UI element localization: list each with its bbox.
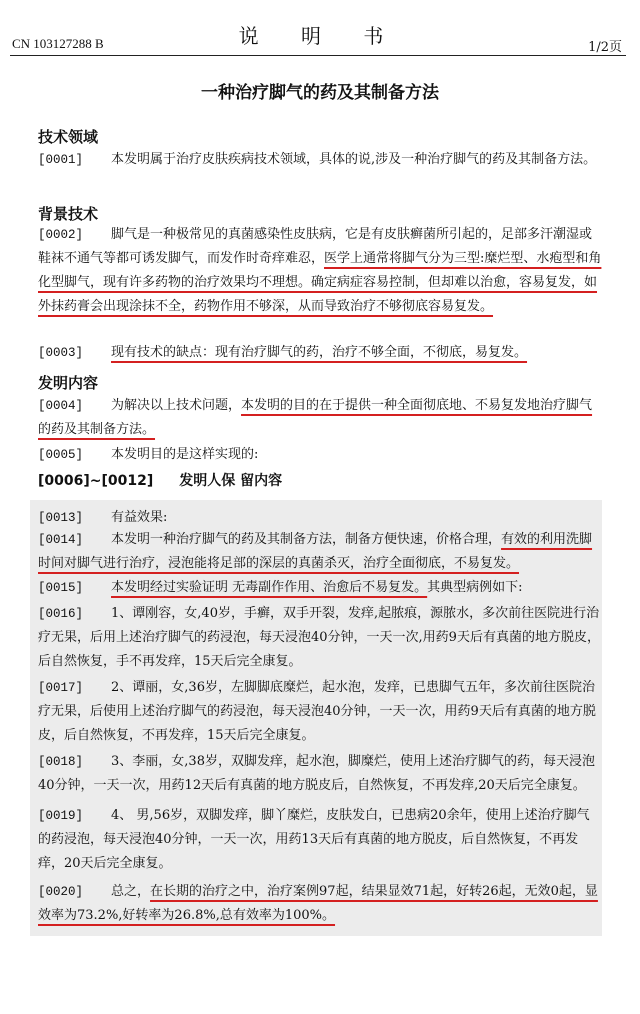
paragraph-text: 有益效果: — [111, 510, 168, 525]
paragraph-text: 脚气是一种极常见的真菌感染性皮肤病，它是有皮肤癣菌所引起的，足部多汗潮湿或鞋袜不通气等都可诱发脚气，而发作时奇痒难忍， — [38, 227, 593, 266]
patent-number: CN 103127288 B — [12, 36, 104, 51]
highlighted-text: 有效的利用洗脚时间对脚气进行治疗，浸泡能将足部的深层的真菌杀灭，治疗全面彻底，不易复发。 — [38, 532, 593, 571]
paragraph-0015 — [38, 576, 600, 600]
document-type-title: 说 明 书 — [238, 24, 402, 48]
paragraph-0020 — [38, 880, 600, 928]
paragraph-0005 — [38, 443, 602, 467]
section-heading-background: 背景技术 — [38, 205, 99, 223]
page-header — [0, 0, 640, 56]
section-heading-invention: 发明内容 — [38, 374, 99, 392]
paragraph-number: [0002] — [38, 228, 84, 242]
paragraph-0003 — [38, 341, 602, 365]
paragraph-0002 — [38, 223, 602, 319]
paragraph-text: 1、谭刚容，女,40岁，手癣，双手开裂，发痒,起脓痕，源脓水，多次前往医院进行治疗无果，后用上述治疗脚气的药浸泡，每天浸泡40分钟，一天一次,用药9天后有真菌的地方脱皮，后自然恢复，手不再发痒，15天后完全康复。 — [38, 606, 600, 669]
paragraph-0013 — [38, 506, 600, 530]
paragraph-number: [0014] — [38, 533, 84, 547]
paragraph-text: 本发明目的是这样实现的: — [111, 447, 259, 462]
paragraph-number: [0018] — [38, 755, 84, 769]
paragraph-number: [0003] — [38, 346, 84, 360]
highlighted-text: 本发明的目的在于提供一种全面彻底地、不易复发地治疗脚气的药及其制备方法。 — [38, 398, 593, 437]
paragraph-text: 2、谭丽，女,36岁，左脚脚底糜烂，起水泡，发痒，已患脚气五年，多次前往医院治疗无果，后使用上述治疗脚气的药浸泡，每天浸泡40分钟，一天一次，用药9天后有真菌的地方脱皮，后自然恢复，不再发痒，15天后完全康复。 — [38, 680, 596, 743]
paragraph-text: 为解决以上技术问题， — [111, 398, 242, 413]
paragraph-0016 — [38, 602, 600, 674]
section-heading-tech-field: 技术领域 — [38, 128, 99, 146]
paragraph-text: 本发明一种治疗脚气的药及其制备方法，制备方便快速，价格合理， — [111, 532, 502, 547]
paragraph-number: [0015] — [38, 581, 84, 595]
paragraph-text: 本发明属于治疗皮肤疾病技术领域，具体的说,涉及一种治疗脚气的药及其制备方法。 — [111, 152, 597, 167]
omitted-paragraphs-notice — [38, 470, 282, 490]
paragraph-number: [0017] — [38, 681, 84, 695]
highlighted-text: 本发明经过实验证明 无毒副作作用、治愈后不易复发。 — [111, 580, 428, 595]
paragraph-0004 — [38, 394, 602, 442]
highlighted-text: 现有技术的缺点：现有治疗脚气的药，治疗不够全面，不彻底，易复发。 — [111, 345, 528, 360]
paragraph-0014 — [38, 528, 600, 576]
page-number: 1/2页 — [588, 40, 622, 55]
omitted-text: 发明人保 留内容 — [179, 473, 283, 489]
highlighted-text: 医学上通常将脚气分为三型:糜烂型、水疱型和角化型脚气，现有许多药物的治疗效果均不理想。确定病症容易控制，但却难以治愈，容易复发，如外抹药膏会出现涂抹不全，药物作用不够深，从而导致治疗不够彻底容易复发。 — [38, 251, 602, 314]
header-divider — [10, 55, 626, 56]
paragraph-0001 — [38, 148, 602, 172]
paragraph-number: [0019] — [38, 809, 84, 823]
paragraph-number: [0020] — [38, 885, 84, 899]
paragraph-text: 总之， — [111, 884, 151, 899]
omitted-range: [0006]~[0012] — [38, 473, 154, 489]
paragraph-text: 3、李丽，女,38岁，双脚发痒，起水泡，脚糜烂，使用上述治疗脚气的药，每天浸泡40分钟，一天一次，用药12天后有真菌的地方脱皮后，自然恢复，不再发痒,20天后完全康复。 — [38, 754, 595, 793]
paragraph-number: [0001] — [38, 153, 84, 167]
paragraph-0017 — [38, 676, 600, 748]
invention-title: 一种治疗脚气的药及其制备方法 — [201, 83, 439, 103]
paragraph-text: 其典型病例如下: — [427, 580, 523, 595]
paragraph-0018 — [38, 750, 600, 798]
highlighted-text: 在长期的治疗之中，治疗案例97起，结果显效71起，好转26起，无效0起，显效率为73.2%,好转率为26.8%,总有效率为100%。 — [38, 884, 598, 923]
paragraph-number: [0004] — [38, 399, 84, 413]
paragraph-0019 — [38, 804, 600, 876]
paragraph-number: [0005] — [38, 448, 84, 462]
paragraph-number: [0016] — [38, 607, 84, 621]
paragraph-number: [0013] — [38, 511, 84, 525]
paragraph-text: 4、 男,56岁，双脚发痒，脚丫糜烂，皮肤发白，已患病20余年，使用上述治疗脚气的药浸泡，每天浸泡40分钟，一天一次，用药13天后有真菌的地方脱皮，后自然恢复，不再发痒，20天后完全康复。 — [38, 808, 590, 871]
